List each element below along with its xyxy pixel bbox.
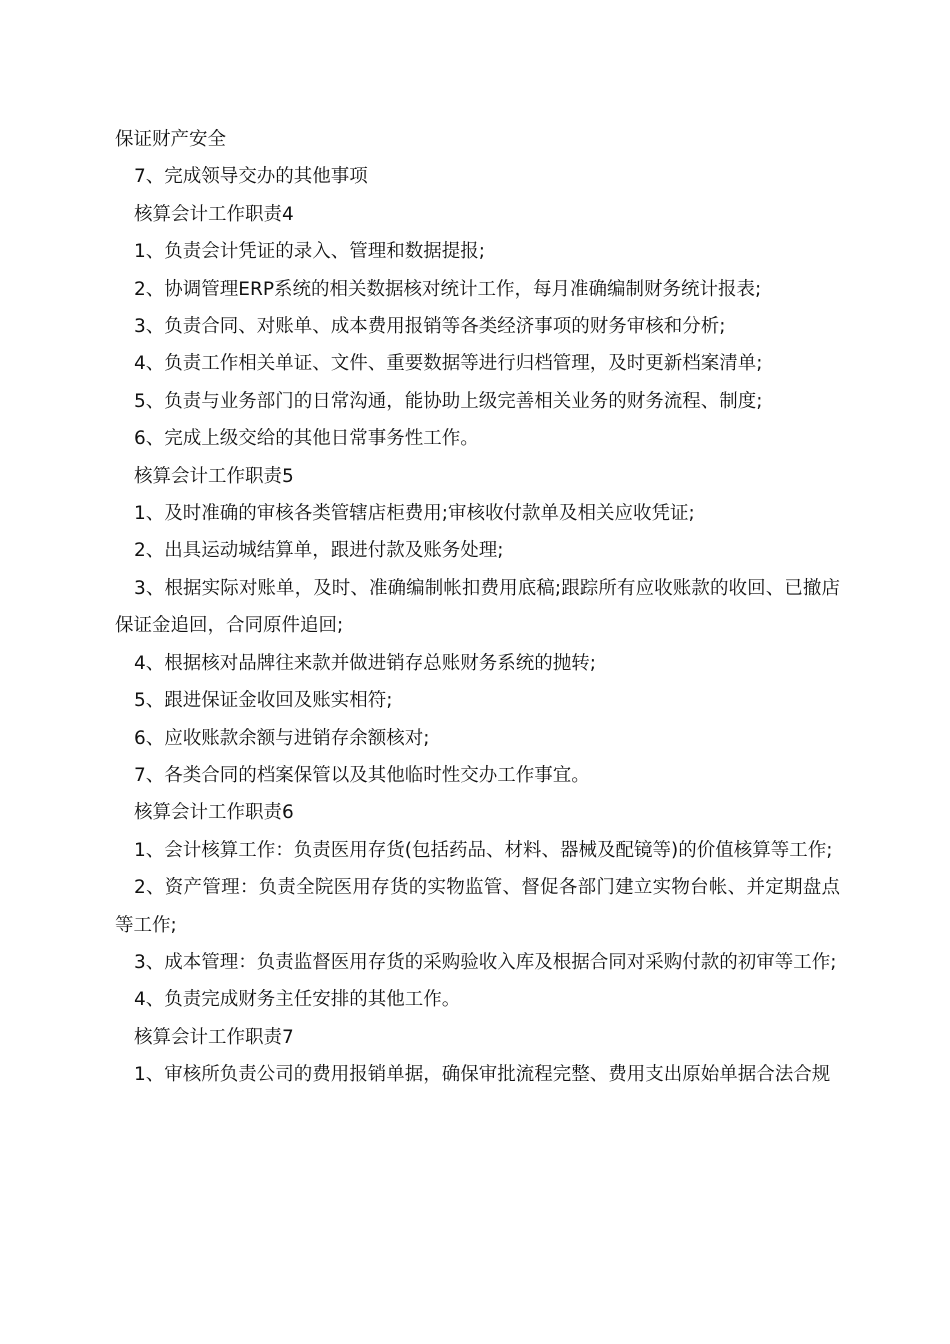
list-item: 6、完成上级交给的其他日常事务性工作。 <box>134 428 479 450</box>
list-item: 2、资产管理：负责全院医用存货的实物监管、督促各部门建立实物台帐、并定期盘点等工作; <box>115 877 840 936</box>
list-item: 1、负责会计凭证的录入、管理和数据提报; <box>134 241 486 263</box>
list-item: 4、负责完成财务主任安排的其他工作。 <box>134 989 461 1011</box>
list-item: 4、根据核对品牌往来款并做进销存总账财务系统的抛转; <box>134 652 597 674</box>
section-heading: 核算会计工作职责4 <box>134 203 294 225</box>
list-item: 1、及时准确的审核各类管辖店柜费用;审核收付款单及相关应收凭证; <box>134 503 695 525</box>
list-item: 3、成本管理：负责监督医用存货的采购验收入库及根据合同对采购付款的初审等工作; <box>134 951 837 973</box>
list-item: 5、负责与业务部门的日常沟通，能协助上级完善相关业务的财务流程、制度; <box>134 390 763 412</box>
list-item: 2、出具运动城结算单，跟进付款及账务处理; <box>134 540 504 562</box>
list-item: 6、应收账款余额与进销存余额核对; <box>134 727 430 749</box>
paragraph-continuation: 保证财产安全 <box>115 129 227 150</box>
list-item: 4、负责工作相关单证、文件、重要数据等进行归档管理，及时更新档案清单; <box>134 353 763 375</box>
section-heading: 核算会计工作职责7 <box>134 1026 294 1048</box>
list-item: 7、各类合同的档案保管以及其他临时性交办工作事宜。 <box>134 764 590 786</box>
section-heading: 核算会计工作职责5 <box>134 465 294 487</box>
list-item: 5、跟进保证金收回及账实相符; <box>134 690 393 712</box>
list-item: 2、协调管理ERP系统的相关数据核对统计工作，每月准确编制财务统计报表; <box>134 278 762 300</box>
list-item: 3、负责合同、对账单、成本费用报销等各类经济事项的财务审核和分析; <box>134 316 726 338</box>
document-page <box>115 121 840 1094</box>
list-item: 7、完成领导交办的其他事项 <box>134 166 368 188</box>
list-item: 1、审核所负责公司的费用报销单据，确保审批流程完整、费用支出原始单据合法合规 <box>134 1064 831 1086</box>
list-item: 1、会计核算工作：负责医用存货(包括药品、材料、器械及配镜等)的价值核算等工作; <box>134 839 833 861</box>
section-heading: 核算会计工作职责6 <box>134 802 294 824</box>
list-item: 3、根据实际对账单，及时、准确编制帐扣费用底稿;跟踪所有应收账款的收回、已撤店保证金追回，合同原件追回; <box>115 577 840 637</box>
